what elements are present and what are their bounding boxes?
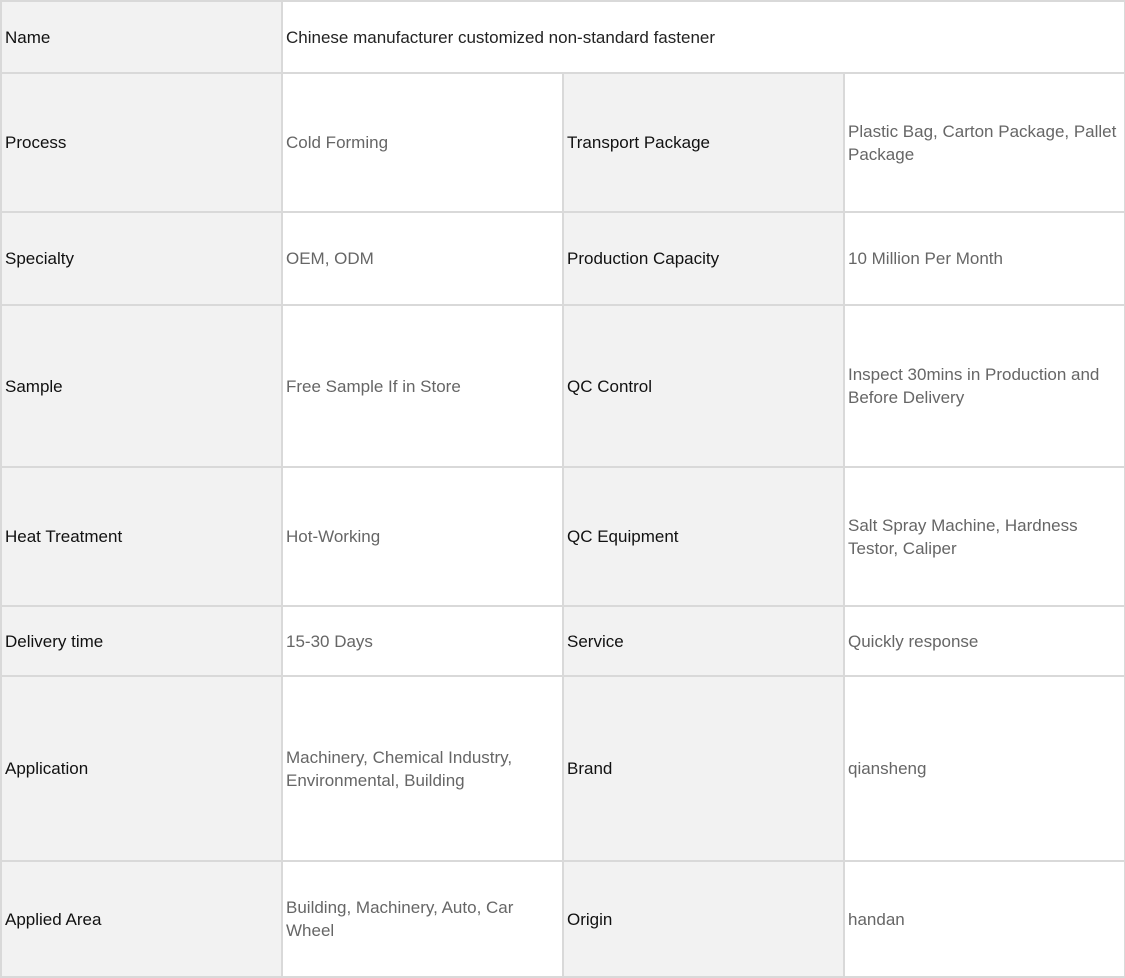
spec-row-delivery-time (1, 606, 1125, 676)
spec-label-applied-area: Applied Area (1, 861, 282, 977)
spec-label-sample: Sample (1, 305, 282, 467)
spec-label-specialty: Specialty (1, 212, 282, 305)
spec-label-brand: Brand (563, 676, 844, 861)
spec-row-name (1, 1, 1125, 73)
spec-value-application: Machinery, Chemical Industry, Environmental, Building (282, 676, 563, 861)
spec-value-transport-package: Plastic Bag, Carton Package, Pallet Package (844, 73, 1125, 212)
spec-value-origin: handan (844, 861, 1125, 977)
spec-value-qc-control: Inspect 30mins in Production and Before Delivery (844, 305, 1125, 467)
spec-value-qc-equipment: Salt Spray Machine, Hardness Testor, Caliper (844, 467, 1125, 606)
spec-label-origin: Origin (563, 861, 844, 977)
spec-label-transport-package: Transport Package (563, 73, 844, 212)
spec-row-heat-treatment (1, 467, 1125, 606)
spec-value-heat-treatment: Hot-Working (282, 467, 563, 606)
spec-value-sample: Free Sample If in Store (282, 305, 563, 467)
spec-label-qc-control: QC Control (563, 305, 844, 467)
spec-value-process: Cold Forming (282, 73, 563, 212)
spec-row-process (1, 73, 1125, 212)
spec-label-production-capacity: Production Capacity (563, 212, 844, 305)
spec-value-name: Chinese manufacturer customized non-standard fastener (282, 1, 1125, 73)
spec-row-applied-area (1, 861, 1125, 977)
spec-value-service: Quickly response (844, 606, 1125, 676)
spec-label-service: Service (563, 606, 844, 676)
spec-label-heat-treatment: Heat Treatment (1, 467, 282, 606)
spec-value-delivery-time: 15-30 Days (282, 606, 563, 676)
spec-row-sample (1, 305, 1125, 467)
spec-label-delivery-time: Delivery time (1, 606, 282, 676)
spec-label-name: Name (1, 1, 282, 73)
spec-label-process: Process (1, 73, 282, 212)
spec-value-brand: qiansheng (844, 676, 1125, 861)
spec-value-specialty: OEM, ODM (282, 212, 563, 305)
spec-value-production-capacity: 10 Million Per Month (844, 212, 1125, 305)
spec-label-application: Application (1, 676, 282, 861)
spec-row-application (1, 676, 1125, 861)
spec-row-specialty (1, 212, 1125, 305)
spec-value-applied-area: Building, Machinery, Auto, Car Wheel (282, 861, 563, 977)
spec-label-qc-equipment: QC Equipment (563, 467, 844, 606)
